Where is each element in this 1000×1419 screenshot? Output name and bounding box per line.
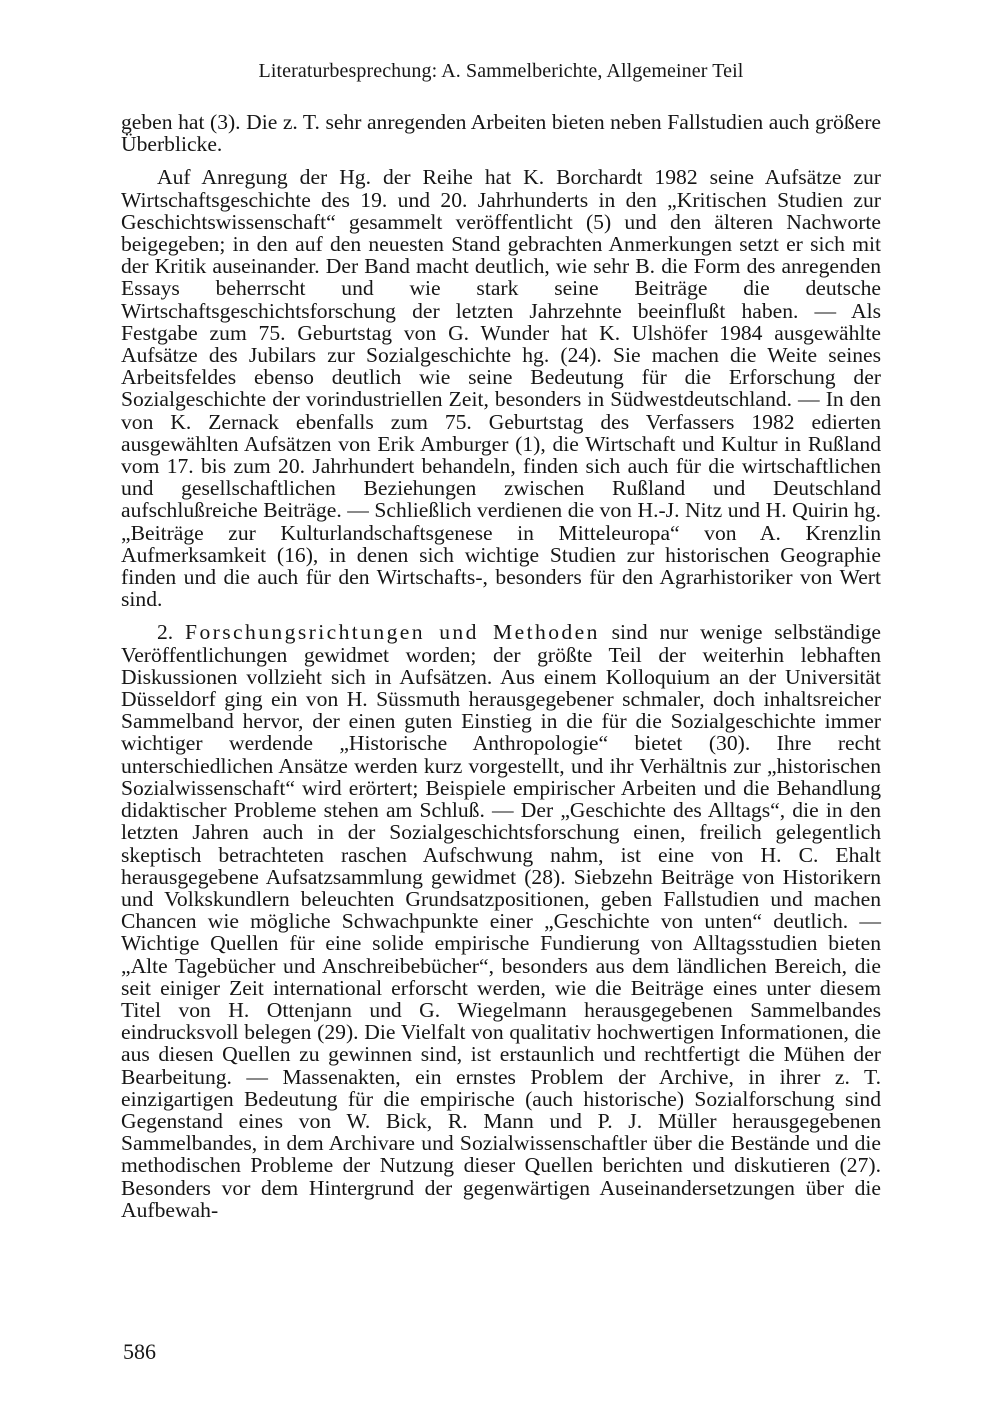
paragraph-continuation: geben hat (3). Die z. T. sehr anregenden Arbeiten bieten neben Fallstudien auch größere Überblicke. <box>121 110 881 157</box>
body-text <box>121 111 881 1221</box>
paragraph-methods <box>121 621 881 1220</box>
paragraph-borchardt: Auf Anregung der Hg. der Reihe hat K. Borchardt 1982 seine Aufsätze zur Wirtschaftsgeschichte des 19. und 20. Jahrhunderts in den „Kritischen Studien zur Geschichtswissenschaft“ gesammelt veröffentlicht (5) und den älteren Nachworte beigegeben; in den auf den neuesten Stand gebrachten Anmerkungen setzt er sich mit der Kritik auseinander. Der Band macht deutlich, wie sehr B. die Form des anregenden Essays beherrscht und wie stark seine Beiträge die deutsche Wirtschaftsgeschichtsforschung der letzten Jahrzehnte beeinflußt haben. — Als Festgabe zum 75. Geburtstag von G. Wunder hat K. Ulshöfer 1984 ausgewählte Aufsätze des Jubilars zur Sozialgeschichte hg. (24). Sie machen die Weite seines Arbeitsfeldes ebenso deutlich wie seine Bedeutung für die Erforschung der Sozialgeschichte der vorindustriellen Zeit, besonders in Südwestdeutschland. — In den von K. Zernack ebenfalls zum 75. Geburtstag des Verfassers 1982 edierten ausgewählten Aufsätzen von Erik Amburger (1), die Wirtschaft und Kultur in Rußland vom 17. bis zum 20. Jahrhundert behandeln, finden sich auch für die wirtschaftlichen und gesellschaftlichen Beziehungen zwischen Rußland und Deutschland aufschlußreiche Beiträge. — Schließlich verdienen die von H.-J. Nitz und H. Quirin hg. „Beiträge zur Kulturlandschaftsgenese in Mitteleuropa“ von A. Krenzlin Aufmerksamkeit (16), in denen sich wichtige Studien zur historischen Geographie finden und die auch für den Wirtschafts-, besonders für den Agrarhistoriker von Wert sind. <box>121 165 881 612</box>
page-number: 586 <box>123 1339 156 1364</box>
section-number: 2. <box>157 620 174 645</box>
section-heading: Forschungsrichtungen und Methoden <box>185 620 600 645</box>
running-head: Literaturbesprechung: A. Sammelberichte, Allgemeiner Teil <box>258 60 744 82</box>
section-text: sind nur wenige selbständige Veröffentlichungen gewidmet worden; der größte Teil der weiterhin lebhaften Diskussionen vollzieht sich in Aufsätzen. Aus einem Kolloquium an der Universität Düsseldorf ging ein von H. Süssmuth herausgegebener schmaler, doch inhaltsreicher Sammelband hervor, der einen guten Einstieg in die für die Sozialgeschichte immer wichtiger werdende „Historische Anthropologie“ bietet (30). Ihre recht unterschiedlichen Ansätze werden kurz vorgestellt, und ihr Verhältnis zur „historischen Sozialwissenschaft“ wird erörtert; Beispiele empirischer Arbeiten und die Behandlung didaktischer Probleme stehen am Schluß. — Der „Geschichte des Alltags“, die in den letzten Jahren auch in der Sozialgeschichtsforschung einen, freilich gelegentlich skeptisch betrachteten raschen Aufschwung nahm, ist eine von H. C. Ehalt herausgegebene Aufsatzsammlung gewidmet (28). Siebzehn Beiträge von Historikern und Volkskundlern beleuchten Grundsatzpositionen, geben Fallstudien und machen Chancen wie mögliche Schwachpunkte einer „Geschichte von unten“ deutlich. — Wichtige Quellen für eine solide empirische Fundierung von Alltagsstudien bieten „Alte Tagebücher und Anschreibebücher“, besonders aus dem ländlichen Bereich, die seit einiger Zeit international erforscht werden, wie die Beiträge eines unter diesem Titel von H. Ottenjann und G. Wiegelmann herausgegebenen Sammelbandes eindrucksvoll belegen (29). Die Vielfalt von qualitativ hochwertigen Informationen, die aus diesen Quellen zu gewinnen sind, ist erstaunlich und rechtfertigt die Mühen der Bearbeitung. — Massenakten, ein ernstes Problem der Archive, in ihrer z. T. einzigartigen Bedeutung für die empirische (auch historische) Sozialforschung sind Gegenstand eines von W. Bick, R. Mann und P. J. Müller herausgegebenen Sammelbandes, in dem Archivare und Sozialwissenschaftler über die Bestände und die methodischen Probleme der Nutzung dieser Quellen berichten und diskutieren (27). Besonders vor dem Hintergrund der gegenwärtigen Auseinandersetzungen über die Aufbewah- <box>121 620 881 1222</box>
